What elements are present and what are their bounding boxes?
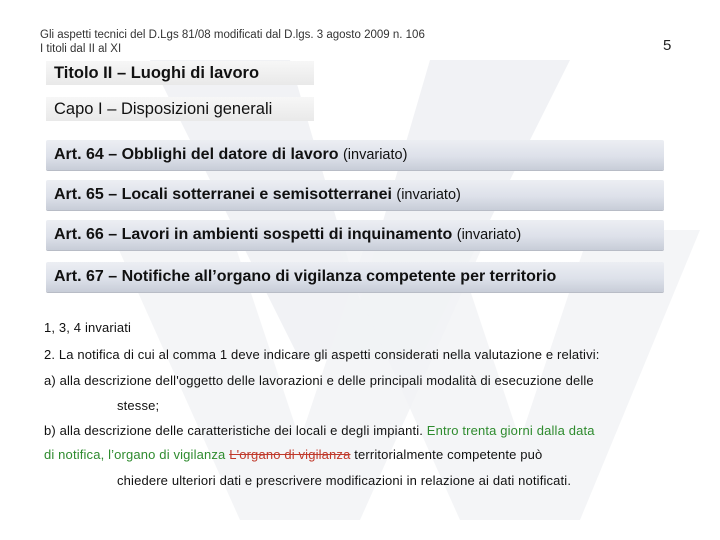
article-bar-64: [46, 140, 664, 170]
article-title: Art. 64 – Obblighi del datore di lavoro: [54, 146, 339, 163]
slide-header: [40, 28, 425, 56]
added-text: di notifica, l’organo di vigilanza: [44, 447, 230, 462]
titolo-heading: Titolo II – Luoghi di lavoro: [46, 61, 314, 85]
article-title: Art. 65 – Locali sotterranei e semisotterranei: [54, 186, 392, 203]
item-a-line-2: stesse;: [117, 398, 160, 413]
added-text: Entro trenta giorni dalla data: [426, 423, 595, 438]
item-b-line-3: chiedere ulteriori dati e prescrivere modificazioni in relazione ai dati notificati.: [117, 473, 572, 488]
article-status: (invariato): [396, 187, 461, 203]
paragraph-comma-2: 2. La notifica di cui al comma 1 deve indicare gli aspetti considerati nella valutazione e relativi:: [44, 347, 600, 362]
article-bar-67: [46, 262, 664, 292]
article-title: Art. 67 – Notifiche all’organo di vigilanza competente per territorio: [54, 268, 557, 285]
article-status: (invariato): [456, 227, 522, 243]
item-b-line-2: [44, 447, 542, 462]
article-bar-65: [46, 180, 664, 210]
item-a-line-1: a) alla descrizione dell'oggetto delle lavorazioni e delle principali modalità di esecuzione delle: [44, 373, 594, 388]
item-b-line-1: [44, 423, 595, 438]
article-bar-66: [46, 220, 664, 250]
article-title: Art. 66 – Lavori in ambienti sospetti di inquinamento: [54, 226, 453, 243]
header-line-2: I titoli dal II al XI: [40, 43, 122, 55]
capo-heading: Capo I – Disposizioni generali: [46, 97, 314, 121]
paragraph-invariati: 1, 3, 4 invariati: [44, 320, 132, 335]
removed-text: L'organo di vigilanza: [229, 447, 351, 462]
item-b-text: territorialmente competente può: [350, 447, 543, 462]
article-status: (invariato): [342, 147, 408, 163]
item-b-text: b) alla descrizione delle caratteristiche dei locali e degli impianti.: [44, 423, 427, 438]
page-number: 5: [663, 37, 672, 54]
header-line-1: Gli aspetti tecnici del D.Lgs 81/08 modificati dal D.lgs. 3 agosto 2009 n. 106: [40, 29, 425, 41]
